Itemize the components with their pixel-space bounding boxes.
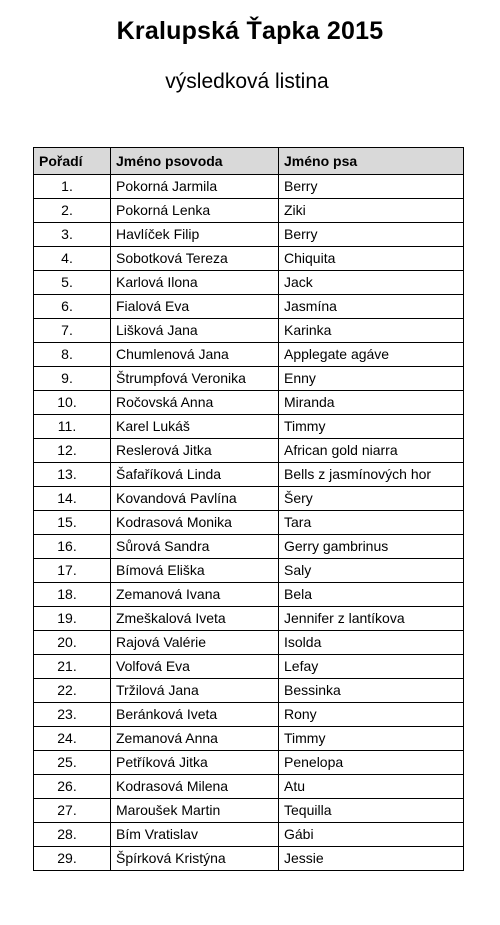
table-row: [34, 391, 464, 415]
dog-name-cell: Timmy: [279, 727, 464, 751]
table-row: [34, 679, 464, 703]
table-row: [34, 535, 464, 559]
dog-name-cell: Tara: [279, 511, 464, 535]
handler-name-cell: Lišková Jana: [111, 319, 279, 343]
dog-name-cell: Applegate agáve: [279, 343, 464, 367]
dog-name-cell: Rony: [279, 703, 464, 727]
rank-cell: 2.: [34, 199, 111, 223]
handler-name-cell: Chumlenová Jana: [111, 343, 279, 367]
table-row: [34, 727, 464, 751]
handler-name-cell: Pokorná Lenka: [111, 199, 279, 223]
rank-cell: 8.: [34, 343, 111, 367]
rank-cell: 6.: [34, 295, 111, 319]
rank-cell: 25.: [34, 751, 111, 775]
rank-cell: 26.: [34, 775, 111, 799]
table-row: [34, 583, 464, 607]
table-row: [34, 655, 464, 679]
table-row: [34, 607, 464, 631]
table-row: [34, 175, 464, 199]
dog-name-cell: Ziki: [279, 199, 464, 223]
handler-name-cell: Zemanová Ivana: [111, 583, 279, 607]
table-row: [34, 823, 464, 847]
dog-name-cell: African gold niarra: [279, 439, 464, 463]
table-row: [34, 559, 464, 583]
table-row: [34, 343, 464, 367]
rank-cell: 4.: [34, 247, 111, 271]
rank-cell: 19.: [34, 607, 111, 631]
table-body: [34, 175, 464, 871]
handler-name-cell: Petříková Jitka: [111, 751, 279, 775]
table-row: [34, 847, 464, 871]
rank-cell: 22.: [34, 679, 111, 703]
rank-cell: 14.: [34, 487, 111, 511]
handler-name-cell: Kodrasová Monika: [111, 511, 279, 535]
table-row: [34, 511, 464, 535]
rank-cell: 28.: [34, 823, 111, 847]
table-row: [34, 319, 464, 343]
dog-name-cell: Berry: [279, 223, 464, 247]
dog-name-cell: Berry: [279, 175, 464, 199]
dog-name-cell: Karinka: [279, 319, 464, 343]
dog-name-cell: Jack: [279, 271, 464, 295]
table-row: [34, 247, 464, 271]
dog-name-cell: Bells z jasmínových hor: [279, 463, 464, 487]
dog-name-cell: Miranda: [279, 391, 464, 415]
handler-name-cell: Kodrasová Milena: [111, 775, 279, 799]
table-row: [34, 799, 464, 823]
rank-cell: 15.: [34, 511, 111, 535]
rank-cell: 13.: [34, 463, 111, 487]
table-row: [34, 487, 464, 511]
handler-name-cell: Tržilová Jana: [111, 679, 279, 703]
rank-cell: 3.: [34, 223, 111, 247]
table-row: [34, 775, 464, 799]
rank-cell: 17.: [34, 559, 111, 583]
dog-name-cell: Gábi: [279, 823, 464, 847]
table-header-row: [34, 148, 464, 175]
dog-name-cell: Saly: [279, 559, 464, 583]
handler-name-cell: Rajová Valérie: [111, 631, 279, 655]
handler-name-cell: Zmeškalová Iveta: [111, 607, 279, 631]
results-table: [33, 147, 464, 871]
dog-name-cell: Timmy: [279, 415, 464, 439]
handler-name-cell: Bím Vratislav: [111, 823, 279, 847]
handler-name-cell: Beránková Iveta: [111, 703, 279, 727]
dog-name-cell: Lefay: [279, 655, 464, 679]
rank-cell: 10.: [34, 391, 111, 415]
dog-name-cell: Jasmína: [279, 295, 464, 319]
page-subtitle: výsledková listina: [165, 70, 329, 93]
table-row: [34, 223, 464, 247]
rank-cell: 7.: [34, 319, 111, 343]
handler-name-cell: Šafaříková Linda: [111, 463, 279, 487]
column-header-handler: Jméno psovoda: [111, 148, 279, 175]
dog-name-cell: Penelopa: [279, 751, 464, 775]
table-row: [34, 631, 464, 655]
handler-name-cell: Karlová Ilona: [111, 271, 279, 295]
handler-name-cell: Fialová Eva: [111, 295, 279, 319]
dog-name-cell: Atu: [279, 775, 464, 799]
table-row: [34, 271, 464, 295]
table-row: [34, 295, 464, 319]
page-title: Kralupská Ťapka 2015: [116, 17, 384, 45]
handler-name-cell: Karel Lukáš: [111, 415, 279, 439]
handler-name-cell: Bímová Eliška: [111, 559, 279, 583]
dog-name-cell: Jennifer z lantíkova: [279, 607, 464, 631]
dog-name-cell: Šery: [279, 487, 464, 511]
handler-name-cell: Zemanová Anna: [111, 727, 279, 751]
dog-name-cell: Chiquita: [279, 247, 464, 271]
dog-name-cell: Enny: [279, 367, 464, 391]
handler-name-cell: Reslerová Jitka: [111, 439, 279, 463]
rank-cell: 27.: [34, 799, 111, 823]
handler-name-cell: Špírková Kristýna: [111, 847, 279, 871]
rank-cell: 20.: [34, 631, 111, 655]
handler-name-cell: Sůrová Sandra: [111, 535, 279, 559]
rank-cell: 29.: [34, 847, 111, 871]
rank-cell: 23.: [34, 703, 111, 727]
dog-name-cell: Jessie: [279, 847, 464, 871]
rank-cell: 11.: [34, 415, 111, 439]
table-row: [34, 415, 464, 439]
handler-name-cell: Maroušek Martin: [111, 799, 279, 823]
rank-cell: 24.: [34, 727, 111, 751]
handler-name-cell: Havlíček Filip: [111, 223, 279, 247]
rank-cell: 21.: [34, 655, 111, 679]
handler-name-cell: Sobotková Tereza: [111, 247, 279, 271]
table-row: [34, 199, 464, 223]
rank-cell: 1.: [34, 175, 111, 199]
column-header-rank: Pořadí: [34, 148, 111, 175]
rank-cell: 18.: [34, 583, 111, 607]
dog-name-cell: Isolda: [279, 631, 464, 655]
dog-name-cell: Tequilla: [279, 799, 464, 823]
rank-cell: 16.: [34, 535, 111, 559]
rank-cell: 9.: [34, 367, 111, 391]
dog-name-cell: Gerry gambrinus: [279, 535, 464, 559]
table-row: [34, 367, 464, 391]
dog-name-cell: Bessinka: [279, 679, 464, 703]
handler-name-cell: Volfová Eva: [111, 655, 279, 679]
table-row: [34, 463, 464, 487]
handler-name-cell: Štrumpfová Veronika: [111, 367, 279, 391]
handler-name-cell: Kovandová Pavlína: [111, 487, 279, 511]
column-header-dog: Jméno psa: [279, 148, 464, 175]
table-row: [34, 439, 464, 463]
dog-name-cell: Bela: [279, 583, 464, 607]
handler-name-cell: Pokorná Jarmila: [111, 175, 279, 199]
handler-name-cell: Ročovská Anna: [111, 391, 279, 415]
table-row: [34, 703, 464, 727]
table-row: [34, 751, 464, 775]
rank-cell: 12.: [34, 439, 111, 463]
rank-cell: 5.: [34, 271, 111, 295]
